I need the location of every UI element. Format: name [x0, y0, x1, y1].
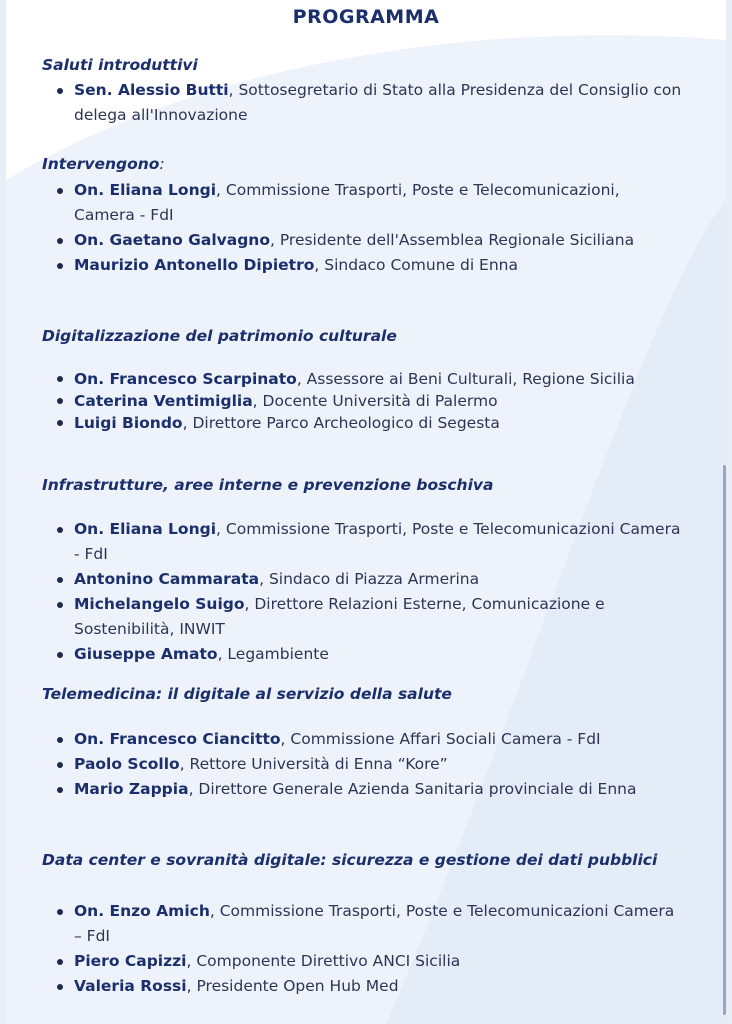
section-heading-patrimonio: Digitalizzazione del patrimonio culturale [42, 327, 397, 345]
speaker-item [42, 390, 682, 412]
speaker-role: , Componente Direttivo ANCI Sicilia [186, 952, 461, 970]
speaker-list-infrastrutture [42, 517, 682, 667]
speaker-item [42, 78, 682, 128]
speaker-role: , Sindaco di Piazza Armerina [259, 570, 480, 588]
section-heading-intervengono: Intervengono: [42, 155, 165, 173]
speaker-name: Michelangelo Suigo [74, 595, 245, 613]
speaker-item [42, 592, 682, 642]
speaker-item [42, 253, 682, 278]
speaker-name: Paolo Scollo [74, 755, 180, 773]
speaker-name: Maurizio Antonello Dipietro [74, 256, 315, 274]
speaker-name: Sen. Alessio Butti [74, 81, 229, 99]
speaker-role: , Commissione Trasporti, Poste e Telecomunicazioni Camera – FdI [74, 902, 675, 945]
page-title: PROGRAMMA [292, 6, 440, 28]
speaker-list-saluti [42, 78, 682, 128]
speaker-role: , Commissione Trasporti, Poste e Telecomunicazioni, Camera - FdI [74, 181, 620, 224]
speaker-role: , Sottosegretario di Stato alla Presidenza del Consiglio con delega all'Innovazione [74, 81, 682, 124]
speaker-item [42, 368, 682, 390]
speaker-item [42, 412, 682, 434]
speaker-item [42, 777, 682, 802]
speaker-item [42, 727, 682, 752]
speaker-list-data-center [42, 899, 682, 999]
speaker-list-intervengono [42, 178, 682, 278]
speaker-item [42, 228, 682, 253]
speaker-role: , Presidente dell'Assemblea Regionale Siciliana [269, 231, 635, 249]
speaker-role: , Direttore Relazioni Esterne, Comunicazione e Sostenibilità, INWIT [74, 595, 605, 638]
speaker-role: , Presidente Open Hub Med [186, 977, 399, 995]
speaker-role: , Docente Università di Palermo [252, 392, 498, 410]
speaker-name: On. Enzo Amich [74, 902, 210, 920]
speaker-name: On. Francesco Ciancitto [74, 730, 281, 748]
background-swoosh [6, 0, 726, 1024]
speaker-role: , Direttore Parco Archeologico di Segesta [182, 414, 500, 432]
speaker-item [42, 642, 682, 667]
speaker-list-patrimonio [42, 368, 682, 434]
speaker-item [42, 899, 682, 949]
speaker-name: Caterina Ventimiglia [74, 392, 253, 410]
speaker-name: Valeria Rossi [74, 977, 187, 995]
speaker-role: , Commissione Trasporti, Poste e Telecomunicazioni Camera - FdI [74, 520, 681, 563]
speaker-name: Mario Zappia [74, 780, 189, 798]
section-heading-telemedicina: Telemedicina: il digitale al servizio della salute [42, 685, 452, 703]
speaker-item [42, 949, 682, 974]
speaker-item [42, 517, 682, 567]
speaker-name: On. Francesco Scarpinato [74, 370, 297, 388]
speaker-role: , Commissione Affari Sociali Camera - FdI [280, 730, 601, 748]
speaker-name: On. Eliana Longi [74, 520, 217, 538]
section-heading-saluti: Saluti introduttivi [42, 56, 198, 74]
section-heading-infrastrutture: Infrastrutture, aree interne e prevenzione boschiva [42, 476, 494, 494]
speaker-role: , Assessore ai Beni Culturali, Regione Sicilia [296, 370, 635, 388]
speaker-name: Antonino Cammarata [74, 570, 260, 588]
speaker-name: Piero Capizzi [74, 952, 187, 970]
speaker-name: On. Gaetano Galvagno [74, 231, 270, 249]
speaker-name: On. Eliana Longi [74, 181, 217, 199]
speaker-role: , Sindaco Comune di Enna [314, 256, 518, 274]
section-heading-data-center: Data center e sovranità digitale: sicurezza e gestione dei dati pubblici [42, 851, 658, 869]
speaker-item [42, 974, 682, 999]
speaker-item [42, 752, 682, 777]
scrollbar[interactable] [723, 465, 726, 1015]
speaker-item [42, 567, 682, 592]
speaker-item [42, 178, 682, 228]
speaker-role: , Legambiente [217, 645, 329, 663]
speaker-role: , Rettore Università di Enna “Kore” [179, 755, 448, 773]
speaker-name: Giuseppe Amato [74, 645, 218, 663]
speaker-list-telemedicina [42, 727, 682, 802]
speaker-name: Luigi Biondo [74, 414, 183, 432]
speaker-role: , Direttore Generale Azienda Sanitaria provinciale di Enna [188, 780, 637, 798]
programme-sheet [6, 0, 726, 1024]
